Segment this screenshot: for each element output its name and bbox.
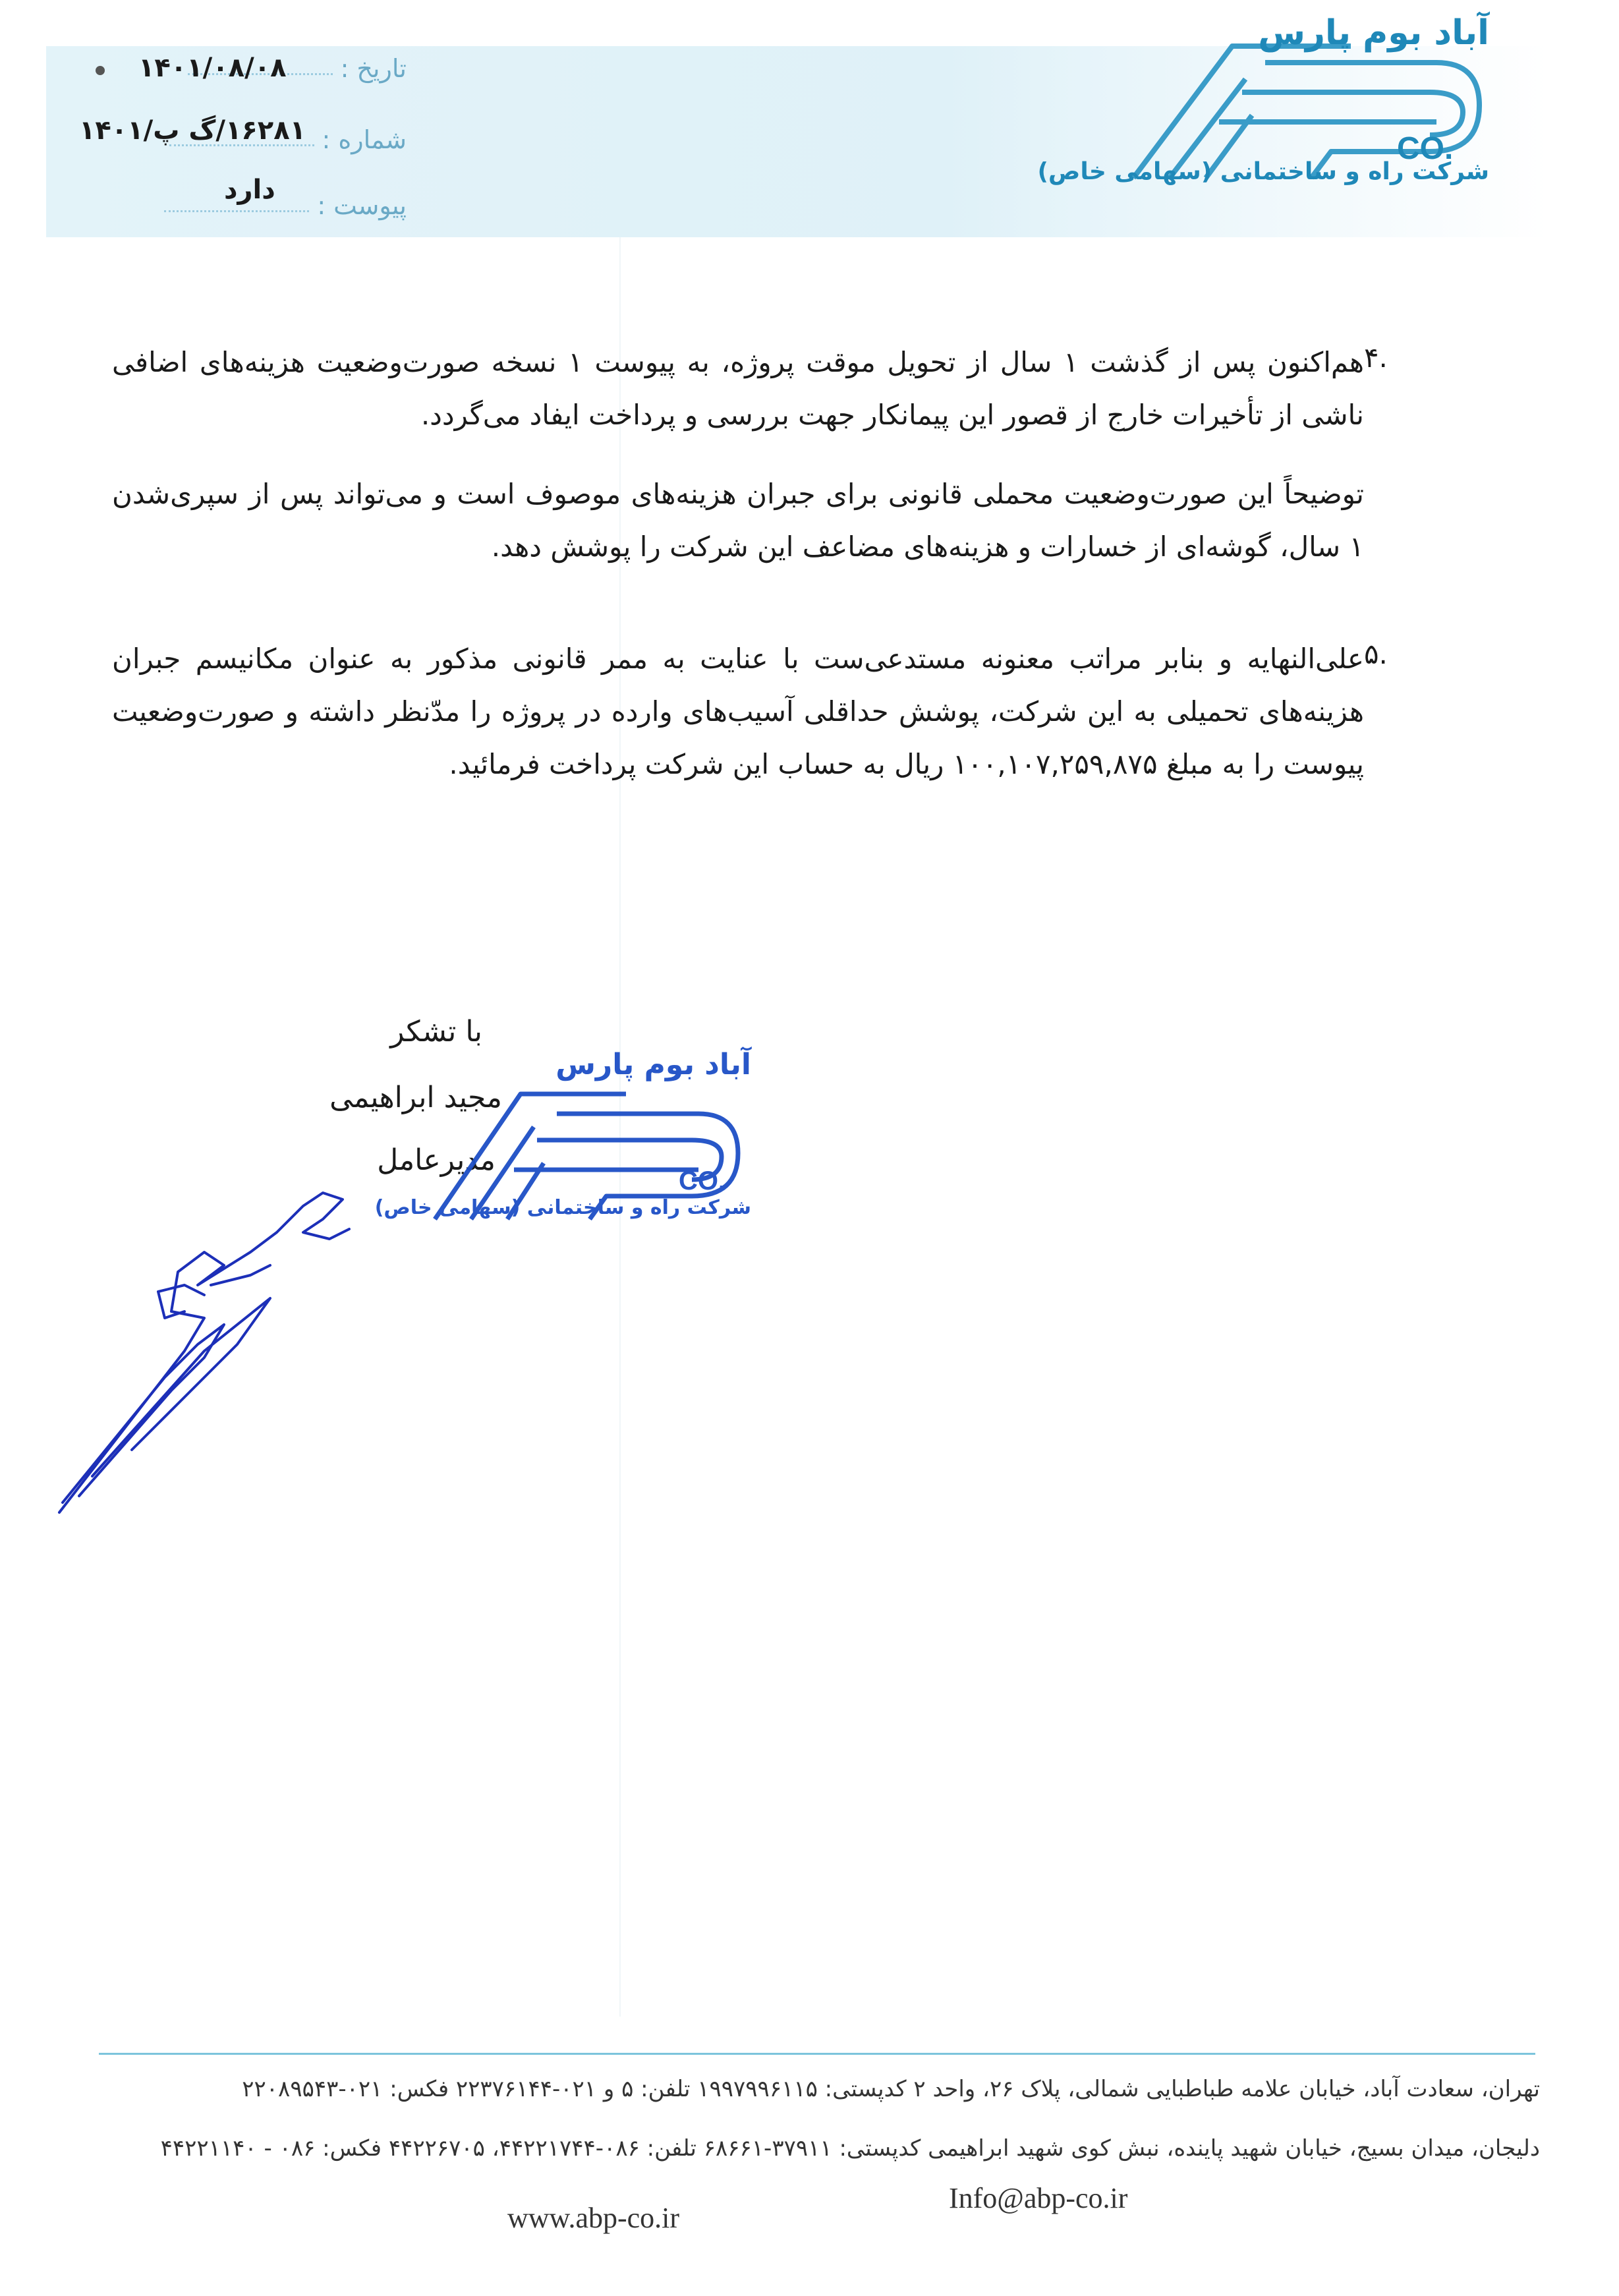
attachment-colon: :	[317, 191, 326, 220]
company-stamp	[374, 1048, 751, 1259]
company-logo	[1037, 7, 1489, 204]
date-label: تاریخ	[356, 54, 407, 83]
signer-name: مجید ابراهیمی	[329, 1081, 502, 1114]
item-5-paragraph-1: علی‌النهایه و بنابر مراتب معنونه مستدعی‌ست با عنایت به ممر قانونی مذکور به عنوان مکانیسم جبران هزینه‌های تحمیلی به این شرکت، پوشش حداقلی آسیب‌های وارده در پروژه را مدّنظر داشته و صورت‌وضعیت پیوست را به مبلغ ۱۰۰,۱۰۷,۲۵۹,۸۷۵ ریال به حساب این شرکت پرداخت فرمائید.	[112, 643, 1364, 780]
item-4-paragraph-1: هم‌اکنون پس از گذشت ۱ سال از تحویل موقت پروژه، به پیوست ۱ نسخه صورت‌وضعیت هزینه‌های اضافی ناشی از تأخیرات خارج از قصور این پیمانکار جهت بررسی و پرداخت ایفاد می‌گردد.	[112, 346, 1364, 431]
number-label: شماره	[338, 125, 407, 154]
footer-website[interactable]: www.abp-co.ir	[507, 2202, 680, 2234]
attachment-dots	[164, 210, 309, 212]
attachment-row	[164, 191, 407, 231]
attachment-value: دارد	[224, 175, 275, 205]
handwritten-signature	[53, 1153, 422, 1522]
item-number-5: ۵.	[1364, 638, 1388, 670]
closing-text: با تشکر	[390, 1015, 482, 1048]
footer-tehran-address: تهران، سعادت آباد، خیابان علامه طباطبایی شمالی، پلاک ۲۶، واحد ۲ کدپستی: ۱۹۹۷۹۹۶۱۱۵ تلفن: ۵ و ۰۲۱-۲۲۳۷۶۱۴۴ فکس: ۰۲۱-۲۲۰۸۹۵۴۳	[242, 2076, 1540, 2102]
stamp-subtitle: شرکت راه و ساختمانی (سهامی خاص)	[374, 1196, 751, 1219]
signer-title: مدیرعامل	[377, 1143, 496, 1177]
date-value: ۱۴۰۱/۰۸/۰۸	[138, 53, 287, 83]
footer-rule	[99, 2053, 1535, 2055]
footer-email[interactable]: Info@abp-co.ir	[949, 2182, 1128, 2214]
date-colon: :	[340, 54, 349, 83]
stamp-co: CO.	[679, 1166, 726, 1195]
item-4-paragraph-2: توضیحاً این صورت‌وضعیت محملی قانونی برای جبران هزینه‌های موصوف است و می‌تواند پس از سپری‌شدن ۱ سال، گوشه‌ای از خسارات و هزینه‌های مضاعف این شرکت را پوشش دهد.	[112, 478, 1364, 563]
stamp-company-name: آباد بوم پارس	[555, 1048, 751, 1081]
paper-mark	[96, 66, 105, 75]
number-colon: :	[322, 125, 331, 154]
logo-subtitle: شرکت راه و ساختمانی (سهامی خاص)	[1037, 158, 1489, 185]
attachment-label: پیوست	[333, 191, 407, 220]
footer-delijan-address: دلیجان، میدان بسیج، خیابان شهید پاینده، نبش کوی شهید ابراهیمی کدپستی: ۳۷۹۱۱-۶۸۶۶۱ تلفن: ۰۸۶-۴۴۲۲۱۷۴۴، ۴۴۲۲۶۷۰۵ فکس: ۰۸۶ - ۴۴۲۲۱۱۴۰	[160, 2135, 1540, 2162]
number-value: ۱۶۲۸۱/گ پ/۱۴۰۱	[79, 115, 306, 146]
logo-company-name: آباد بوم پارس	[1258, 13, 1489, 53]
logo-co: CO.	[1397, 131, 1454, 166]
item-number-4: ۴.	[1364, 341, 1388, 374]
